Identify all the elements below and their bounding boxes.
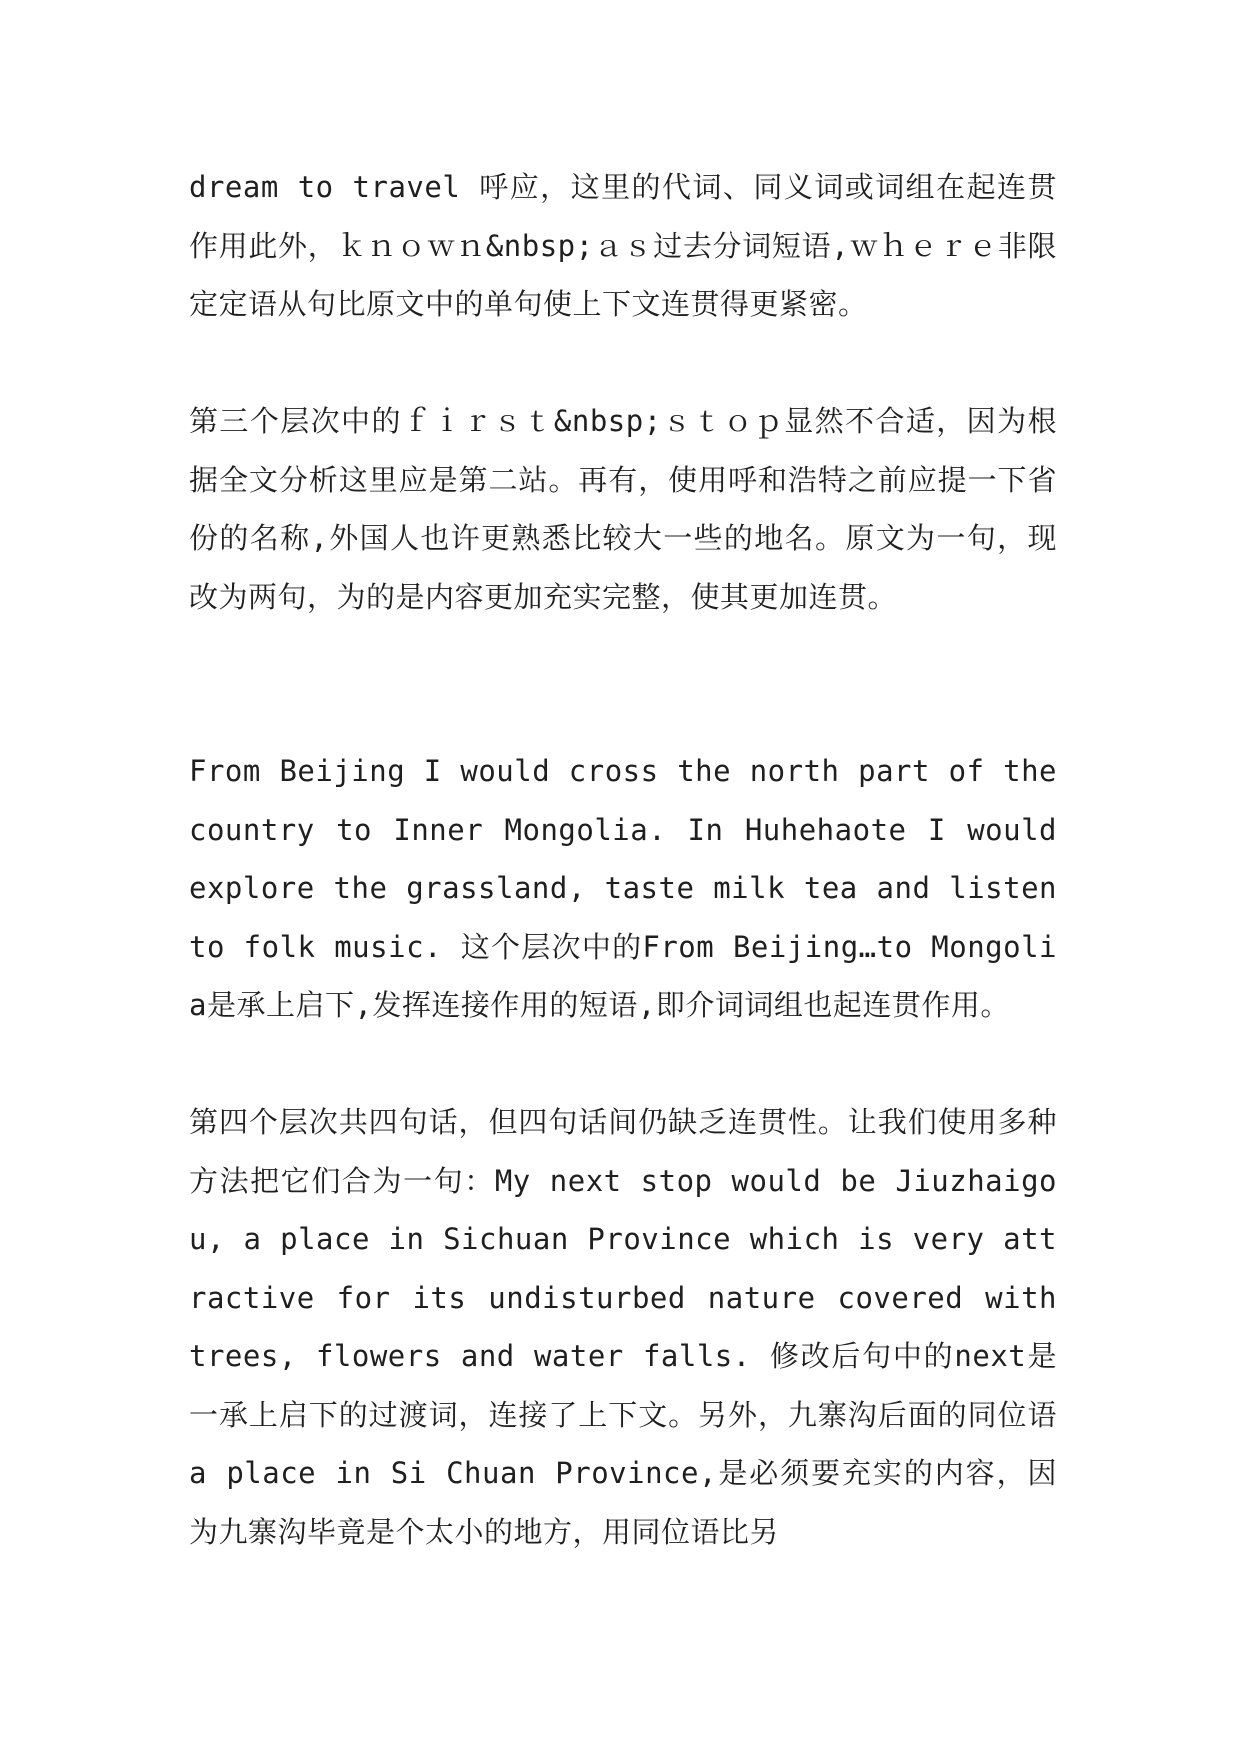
paragraph-fourth-level: 第四个层次共四句话，但四句话间仍缺乏连贯性。让我们使用多种方法把它们合为一句：My next stop would be Jiuzhaigou, a place in Sichuan Province which is very attractive for its undisturbed nature covered with trees, flowers and water falls. 修改后句中的next是一承上启下的过渡词，连接了上下文。另外，九寨沟后面的同位语a place in Si Chuan Province,是必须要充实的内容，因为九寨沟毕竟是个太小的地方，用同位语比另 xyxy=(189,1105,1057,1549)
paragraph-third-level: 第三个层次中的ｆｉｒｓｔ&nbsp;ｓｔｏｐ显然不合适，因为根据全文分析这里应是第二站。再有，使用呼和浩特之前应提一下省份的名称,外国人也许更熟悉比较大一些的地名。原文为一句，现改为两句，为的是内容更加充实完整，使其更加连贯。 xyxy=(189,404,1057,614)
paragraph-beijing-mongolia: From Beijing I would cross the north part of the country to Inner Mongolia. In Huhehaote I would explore the grassland, taste milk tea and listen to folk music. 这个层次中的From Beijing…to Mongolia是承上启下,发挥连接作用的短语,即介词词组也起连贯作用。 xyxy=(189,754,1057,1022)
paragraph-coherence-pronouns: dream to travel 呼应，这里的代词、同义词或词组在起连贯作用此外，ｋｎｏｗｎ&nbsp;ａｓ过去分词短语,ｗｈｅｒｅ非限定定语从句比原文中的单句使上下文连贯得更紧密。 xyxy=(189,170,1057,321)
